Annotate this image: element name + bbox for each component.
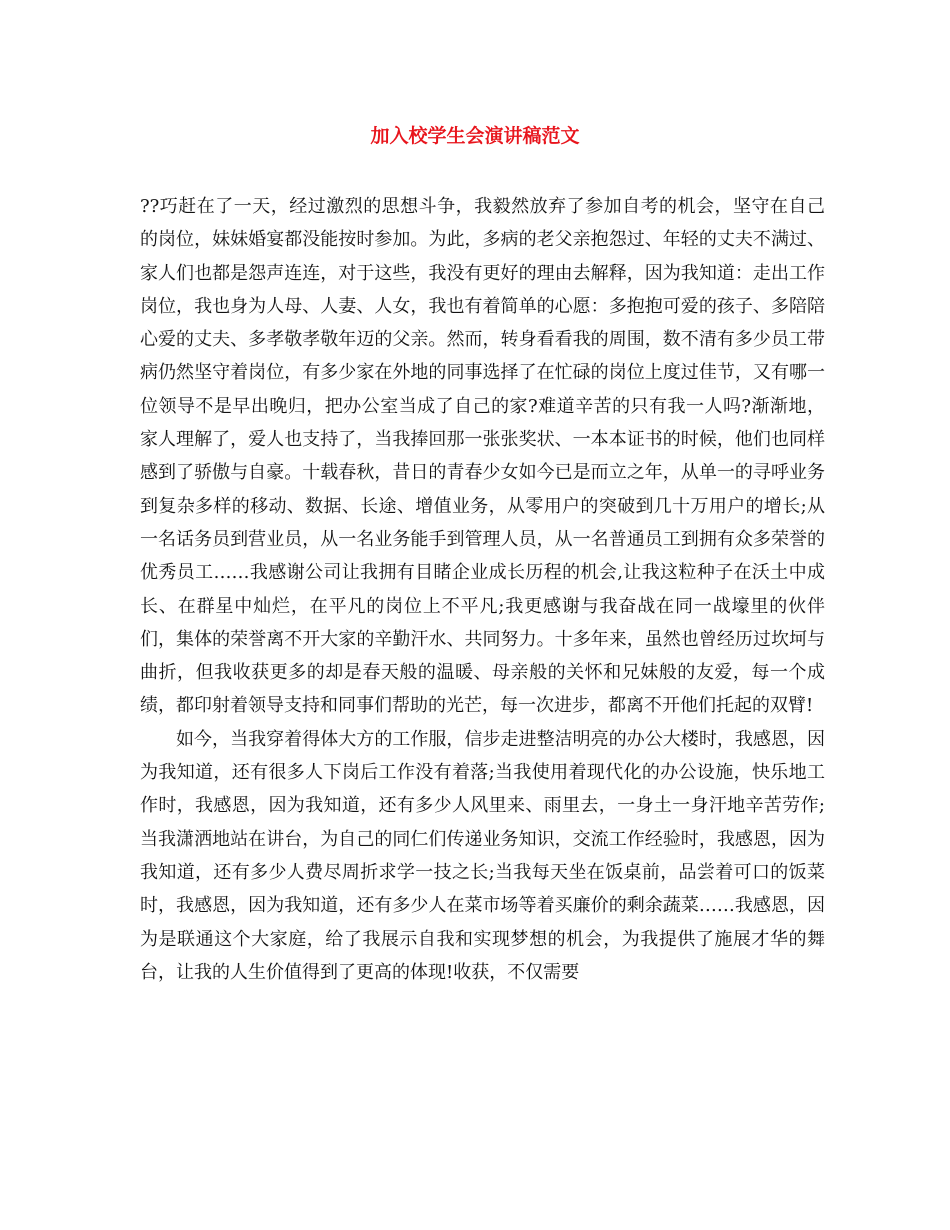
- paragraph-1: ??巧赶在了一天，经过激烈的思想斗争，我毅然放弃了参加自考的机会，坚守在自己的岗位，妹妹婚宴都没能按时参加。为此，多病的老父亲抱怨过、年轻的丈夫不满过、家人们也都是怨声连连，对于这些，我没有更好的理由去解释，因为我知道：走出工作岗位，我也身为人母、人妻、人女，我也有着简单的心愿：多抱抱可爱的孩子、多陪陪心爱的丈夫、多孝敬孝敬年迈的父亲。然而，转身看看我的周围，数不清有多少员工带病仍然坚守着岗位，有多少家在外地的同事选择了在忙碌的岗位上度过佳节，又有哪一位领导不是早出晚归，把办公室当成了自己的家?难道辛苦的只有我一人吗?渐渐地，家人理解了，爱人也支持了，当我捧回那一张张奖状、一本本证书的时候，他们也同样感到了骄傲与自豪。十载春秋，昔日的青春少女如今已是而立之年，从单一的寻呼业务到复杂多样的移动、数据、长途、增值业务，从零用户的突破到几十万用户的增长;从一名话务员到营业员，从一名业务能手到管理人员，从一名普通员工到拥有众多荣誉的优秀员工……我感谢公司让我拥有目睹企业成长历程的机会,让我这粒种子在沃土中成长、在群星中灿烂，在平凡的岗位上不平凡;我更感谢与我奋战在同一战壕里的伙伴们，集体的荣誉离不开大家的辛勤汗水、共同努力。十多年来，虽然也曾经历过坎坷与曲折，但我收获更多的却是春天般的温暖、母亲般的关怀和兄妹般的友爱，每一个成绩，都印射着领导支持和同事们帮助的光芒，每一次进步，都离不开他们托起的双臂!: [140, 196, 825, 717]
- document-title: 加入校学生会演讲稿范文: [370, 125, 580, 147]
- document-body: [140, 190, 825, 989]
- paragraph-2: 如今，当我穿着得体大方的工作服，信步走进整洁明亮的办公大楼时，我感恩，因为我知道，还有很多人下岗后工作没有着落;当我使用着现代化的办公设施，快乐地工作时，我感恩，因为我知道，还有多少人风里来、雨里去，一身土一身汗地辛苦劳作;当我潇洒地站在讲台，为自己的同仁们传递业务知识，交流工作经验时，我感恩，因为我知道，还有多少人费尽周折求学一技之长;当我每天坐在饭桌前，品尝着可口的饭菜时，我感恩，因为我知道，还有多少人在菜市场等着买廉价的剩余蔬菜……我感恩，因为是联通这个大家庭，给了我展示自我和实现梦想的机会，为我提供了施展才华的舞台，让我的人生价值得到了更高的体现!收获，不仅需要: [140, 728, 825, 983]
